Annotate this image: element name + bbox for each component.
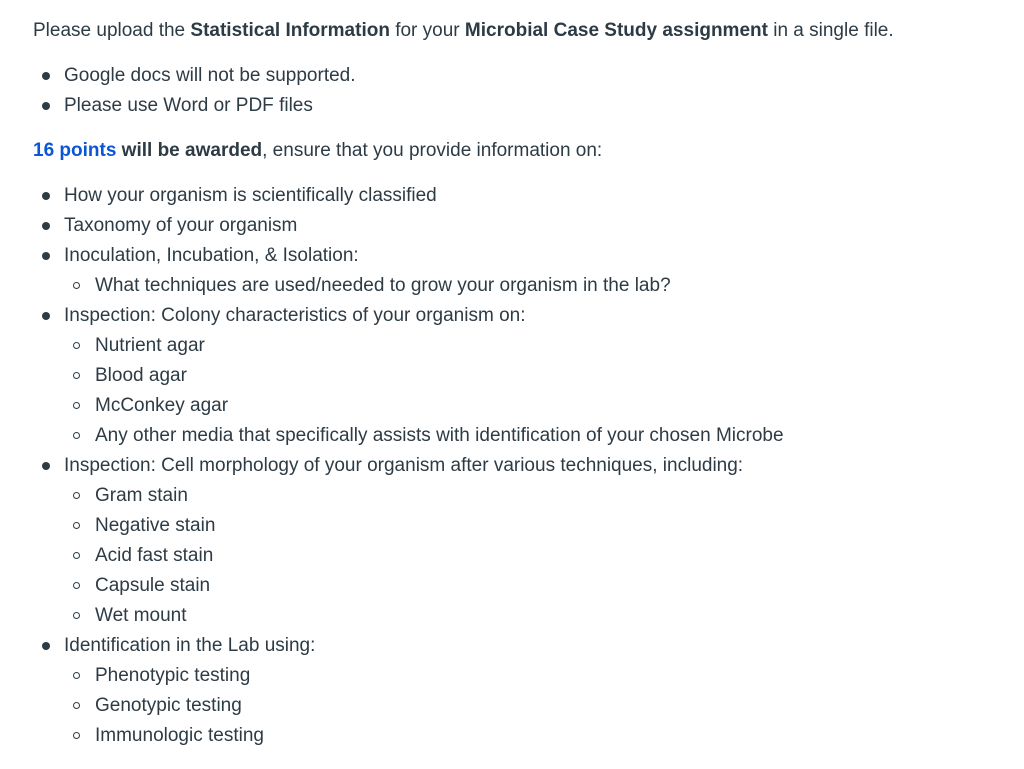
circle-bullet-icon — [73, 402, 80, 409]
list-item-text: Inoculation, Incubation, & Isolation: — [64, 245, 359, 266]
sub-list-item — [64, 331, 1003, 361]
sub-list-item-text: Negative stain — [95, 515, 216, 536]
sub-list-item-text: Genotypic testing — [95, 695, 242, 716]
sub-list-item-text: Gram stain — [95, 485, 188, 506]
list-item-text: Taxonomy of your organism — [64, 215, 298, 236]
sub-list-item — [64, 421, 1003, 451]
list-item — [33, 211, 1003, 241]
sub-list — [64, 661, 1003, 751]
points-value: 16 points — [33, 140, 117, 161]
bullet-icon — [42, 462, 50, 470]
list-item — [33, 91, 1003, 121]
intro-paragraph — [33, 16, 1003, 46]
intro-text-2: for your — [389, 20, 465, 41]
bullet-icon — [42, 252, 50, 260]
sub-list-item — [64, 511, 1003, 541]
list-item-text: Google docs will not be supported. — [64, 65, 356, 86]
assignment-name-emphasis: Microbial Case Study assignment — [464, 20, 768, 41]
sub-list-item — [64, 721, 1003, 751]
intro-text-1: Please upload the — [33, 20, 191, 41]
sub-list-item — [64, 661, 1003, 691]
list-item — [33, 241, 1003, 301]
sub-list — [64, 331, 1003, 451]
sub-list-item-text: Nutrient agar — [95, 335, 205, 356]
sub-list-item-text: Any other media that specifically assists with identification of your chosen Microbe — [95, 425, 784, 446]
sub-list-item — [64, 361, 1003, 391]
circle-bullet-icon — [73, 342, 80, 349]
circle-bullet-icon — [73, 732, 80, 739]
circle-bullet-icon — [73, 672, 80, 679]
bullet-icon — [42, 72, 50, 80]
bullet-icon — [42, 312, 50, 320]
circle-bullet-icon — [73, 702, 80, 709]
sub-list-item — [64, 391, 1003, 421]
list-item — [33, 631, 1003, 751]
sub-list-item-text: McConkey agar — [95, 395, 229, 416]
sub-list-item-text: Blood agar — [95, 365, 187, 386]
list-item-text: How your organism is scientifically classified — [64, 185, 437, 206]
list-item — [33, 181, 1003, 211]
points-paragraph-text: , ensure that you provide information on: — [262, 140, 603, 161]
statistical-information-emphasis: Statistical Information — [190, 20, 390, 41]
sub-list-item-text: Capsule stain — [95, 575, 211, 596]
bullet-icon — [42, 642, 50, 650]
sub-list — [64, 271, 1003, 301]
list-item-text: Identification in the Lab using: — [64, 635, 316, 656]
list-item-text: Inspection: Colony characteristics of your organism on: — [64, 305, 526, 326]
sub-list-item — [64, 541, 1003, 571]
bullet-icon — [42, 222, 50, 230]
points-paragraph — [33, 136, 1003, 166]
requirements-list — [33, 181, 1003, 751]
bullet-icon — [42, 102, 50, 110]
sub-list-item-text: What techniques are used/needed to grow your organism in the lab? — [95, 275, 671, 296]
list-item — [33, 451, 1003, 631]
circle-bullet-icon — [73, 372, 80, 379]
sub-list-item-text: Wet mount — [95, 605, 187, 626]
list-item — [33, 61, 1003, 91]
sub-list — [64, 481, 1003, 631]
circle-bullet-icon — [73, 522, 80, 529]
intro-text-3: in a single file. — [767, 20, 894, 41]
sub-list-item-text: Acid fast stain — [95, 545, 214, 566]
sub-list-item — [64, 691, 1003, 721]
circle-bullet-icon — [73, 582, 80, 589]
list-item-text: Please use Word or PDF files — [64, 95, 313, 116]
bullet-icon — [42, 192, 50, 200]
circle-bullet-icon — [73, 552, 80, 559]
circle-bullet-icon — [73, 612, 80, 619]
sub-list-item — [64, 481, 1003, 511]
circle-bullet-icon — [73, 432, 80, 439]
sub-list-item — [64, 271, 1003, 301]
file-notes-list — [33, 61, 1003, 121]
awarded-emphasis: will be awarded — [116, 140, 263, 161]
sub-list-item-text: Phenotypic testing — [95, 665, 251, 686]
circle-bullet-icon — [73, 282, 80, 289]
sub-list-item — [64, 601, 1003, 631]
list-item-text: Inspection: Cell morphology of your organism after various techniques, including: — [64, 455, 744, 476]
list-item — [33, 301, 1003, 451]
sub-list-item — [64, 571, 1003, 601]
assignment-description — [33, 16, 1003, 751]
circle-bullet-icon — [73, 492, 80, 499]
sub-list-item-text: Immunologic testing — [95, 725, 264, 746]
